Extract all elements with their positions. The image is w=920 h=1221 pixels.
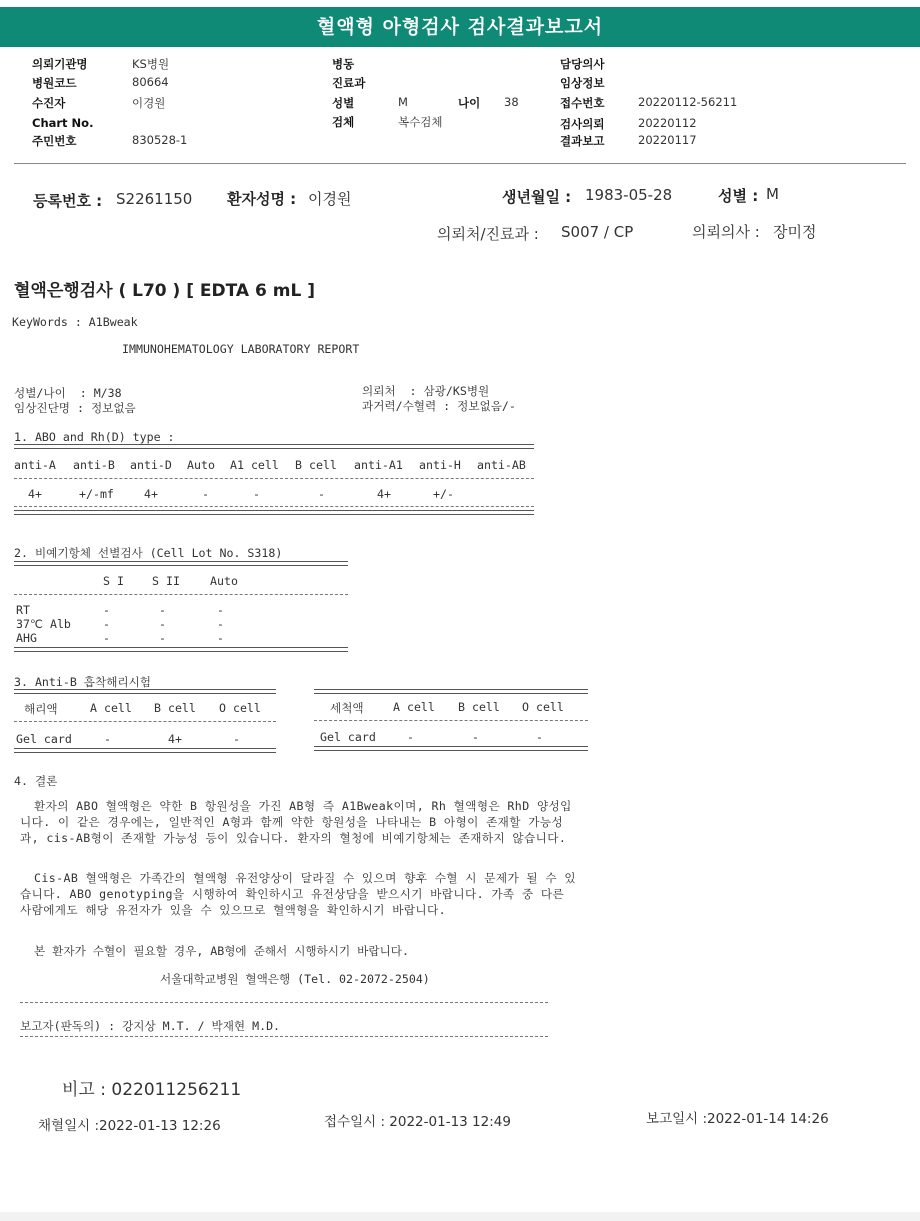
s2-header: S II xyxy=(152,574,180,588)
s3-left-cell: - xyxy=(104,732,111,746)
s2-cell: - xyxy=(103,603,110,617)
header-value: 830528-1 xyxy=(132,133,188,147)
rule xyxy=(14,647,348,652)
reported-time: 보고일시 :2022-01-14 14:26 xyxy=(646,1111,829,1127)
s2-cell: - xyxy=(159,631,166,645)
s2-row-label: RT xyxy=(16,603,30,617)
conclusion-paragraph-3: 본 환자가 수혈이 필요할 경우, AB형에 준해서 시행하시기 바랍니다. xyxy=(34,944,409,958)
rule xyxy=(14,510,534,515)
s1-header: A1 cell xyxy=(230,458,279,472)
s1-value: +/- xyxy=(433,487,454,501)
s1-value: - xyxy=(202,487,209,501)
s1-value: 4+ xyxy=(144,487,158,501)
s3-left-cell: Gel card xyxy=(16,732,72,746)
sex-value: M xyxy=(766,185,779,203)
s2-cell: - xyxy=(103,631,110,645)
sex-age: 성별/나이 : M/38 xyxy=(14,386,122,400)
collected-time: 채혈일시 :2022-01-13 12:26 xyxy=(38,1118,221,1134)
header-key: 의뢰기관명 xyxy=(32,57,88,71)
header-key: 결과보고 xyxy=(560,134,605,148)
s2-cell: - xyxy=(159,603,166,617)
s3-left-header: 해리액 xyxy=(24,702,58,716)
s1-value: 4+ xyxy=(28,487,42,501)
s3-right-header: A cell xyxy=(393,700,435,714)
header-key: 병원코드 xyxy=(32,76,77,90)
doctor-label: 의뢰의사 : xyxy=(692,223,760,241)
dob-value: 1983-05-28 xyxy=(585,186,673,204)
header-value: 20220117 xyxy=(638,133,697,147)
doctor-value: 장미정 xyxy=(773,223,817,241)
reg-value: S2261150 xyxy=(116,190,193,208)
rule xyxy=(20,1036,548,1037)
header-value: 20220112-56211 xyxy=(638,95,738,109)
header-key: 담당의사 xyxy=(560,57,605,71)
header-key: 진료과 xyxy=(332,76,366,90)
rule xyxy=(14,721,276,722)
s2-cell: - xyxy=(217,617,224,631)
s2-header: Auto xyxy=(210,574,238,588)
section-1-title: 1. ABO and Rh(D) type : xyxy=(14,430,175,444)
test-title: 혈액은행검사 ( L70 ) [ EDTA 6 mL ] xyxy=(14,281,315,301)
name-value: 이경원 xyxy=(308,190,352,208)
header-value: 복수검체 xyxy=(398,115,443,129)
header-value: 80664 xyxy=(132,75,169,89)
s1-header: anti-D xyxy=(130,458,172,472)
received-time: 접수일시 : 2022-01-13 12:49 xyxy=(324,1114,511,1130)
rule xyxy=(20,1002,548,1003)
s1-value: - xyxy=(253,487,260,501)
s1-header: anti-H xyxy=(419,458,461,472)
header-value: M xyxy=(398,95,408,109)
header-divider xyxy=(14,163,906,164)
requester: 의뢰처 : 삼광/KS병원 xyxy=(362,384,490,398)
reporter: 보고자(판독의) : 강지상 M.T. / 박재현 M.D. xyxy=(20,1019,281,1033)
header-key: 나이 xyxy=(458,96,481,110)
s3-right-cell: - xyxy=(536,730,543,744)
s2-cell: - xyxy=(217,603,224,617)
report-heading: IMMUNOHEMATOLOGY LABORATORY REPORT xyxy=(122,342,360,356)
s3-left-header: B cell xyxy=(154,701,196,715)
s3-right-header: O cell xyxy=(522,700,564,714)
rule xyxy=(14,506,534,507)
rule xyxy=(314,689,588,694)
conclusion-paragraph-1: 환자의 ABO 혈액형은 약한 B 항원성을 가진 AB형 즉 A1Bweak이며, Rh 혈액형은 RhD 양성입니다. 이 같은 경우에는, 일반적인 A형과 함께 약한 항원성을 나타내는 B 아형이 존재할 가능성과, cis-AB형이 존재할 가능성 등이 있습니다. 환자의 혈청에 비예기항체는 존재하지 않습니다. xyxy=(20,799,572,845)
header-value: 20220112 xyxy=(638,116,697,130)
header-key: 수진자 xyxy=(32,96,66,110)
s2-cell: - xyxy=(159,617,166,631)
s1-header: anti-B xyxy=(73,458,115,472)
header-key: 병동 xyxy=(332,57,355,71)
rule xyxy=(14,478,534,479)
dept-value: S007 / CP xyxy=(561,223,634,241)
name-label: 환자성명 : xyxy=(227,190,297,208)
section-4-title: 4. 결론 xyxy=(14,774,58,788)
header-value: 38 xyxy=(504,95,519,109)
s3-right-cell: Gel card xyxy=(320,730,376,744)
report-title: 혈액형 아형검사 검사결과보고서 xyxy=(0,7,920,47)
header-value: 이경원 xyxy=(132,96,166,110)
s2-row-label: 37℃ Alb xyxy=(16,617,71,631)
s2-cell: - xyxy=(217,631,224,645)
rule xyxy=(14,594,348,595)
s1-header: B cell xyxy=(295,458,337,472)
s1-value: +/-mf xyxy=(79,487,114,501)
s2-header: S I xyxy=(103,574,124,588)
reg-label: 등록번호 : xyxy=(33,192,103,210)
s3-left-cell: 4+ xyxy=(168,732,182,746)
s1-header: Auto xyxy=(187,458,215,472)
lab-contact: 서울대학교병원 혈액은행 (Tel. 02-2072-2504) xyxy=(160,972,430,986)
note: 비고 : 022011256211 xyxy=(62,1080,242,1100)
s3-left-header: A cell xyxy=(90,701,132,715)
sex-label: 성별 : xyxy=(718,187,759,205)
s3-left-header: O cell xyxy=(219,701,261,715)
rule xyxy=(14,561,348,566)
rule xyxy=(14,689,276,694)
s1-header: anti-A1 xyxy=(354,458,403,472)
diagnosis: 임상진단명 : 정보없음 xyxy=(14,401,136,415)
s3-right-cell: - xyxy=(472,730,479,744)
s1-header: anti-AB xyxy=(477,458,526,472)
rule xyxy=(314,720,588,721)
s1-header: anti-A xyxy=(14,458,56,472)
header-key: 검체 xyxy=(332,115,355,129)
s2-row-label: AHG xyxy=(16,631,37,645)
s3-right-header: 세척액 xyxy=(330,701,364,715)
section-3-title: 3. Anti-B 흡착해리시험 xyxy=(14,675,151,689)
s1-value: - xyxy=(318,487,325,501)
conclusion-paragraph-2: Cis-AB 혈액형은 가족간의 혈액형 유전양상이 달라질 수 있으며 향후 수혈 시 문제가 될 수 있습니다. ABO genotyping을 시행하여 확인하시고 유전상담을 받으시기 바랍니다. 가족 중 다른 사람에게도 해당 유전자가 있을 수 있으므로 혈액형을 확인하시기 바랍니다. xyxy=(20,871,576,917)
keywords: KeyWords : A1Bweak xyxy=(12,315,138,329)
section-2-title: 2. 비예기항체 선별검사 (Cell Lot No. S318) xyxy=(14,546,283,560)
history: 과거력/수혈력 : 정보없음/- xyxy=(362,399,516,413)
rule xyxy=(314,746,588,751)
s1-value: 4+ xyxy=(377,487,391,501)
header-key: 접수번호 xyxy=(560,96,605,110)
header-key: 주민번호 xyxy=(32,134,77,148)
s3-right-cell: - xyxy=(407,730,414,744)
header-key: 임상정보 xyxy=(560,76,605,90)
header-key: 성별 xyxy=(332,96,355,110)
rule xyxy=(14,748,276,753)
header-value: KS병원 xyxy=(132,57,170,71)
s3-left-cell: - xyxy=(233,732,240,746)
dept-label: 의뢰처/진료과 : xyxy=(437,225,539,243)
header-key: Chart No. xyxy=(32,116,94,130)
dob-label: 생년월일 : xyxy=(502,188,572,206)
rule xyxy=(14,444,534,449)
s2-cell: - xyxy=(103,617,110,631)
header-key: 검사의뢰 xyxy=(560,117,605,131)
s3-right-header: B cell xyxy=(458,700,500,714)
